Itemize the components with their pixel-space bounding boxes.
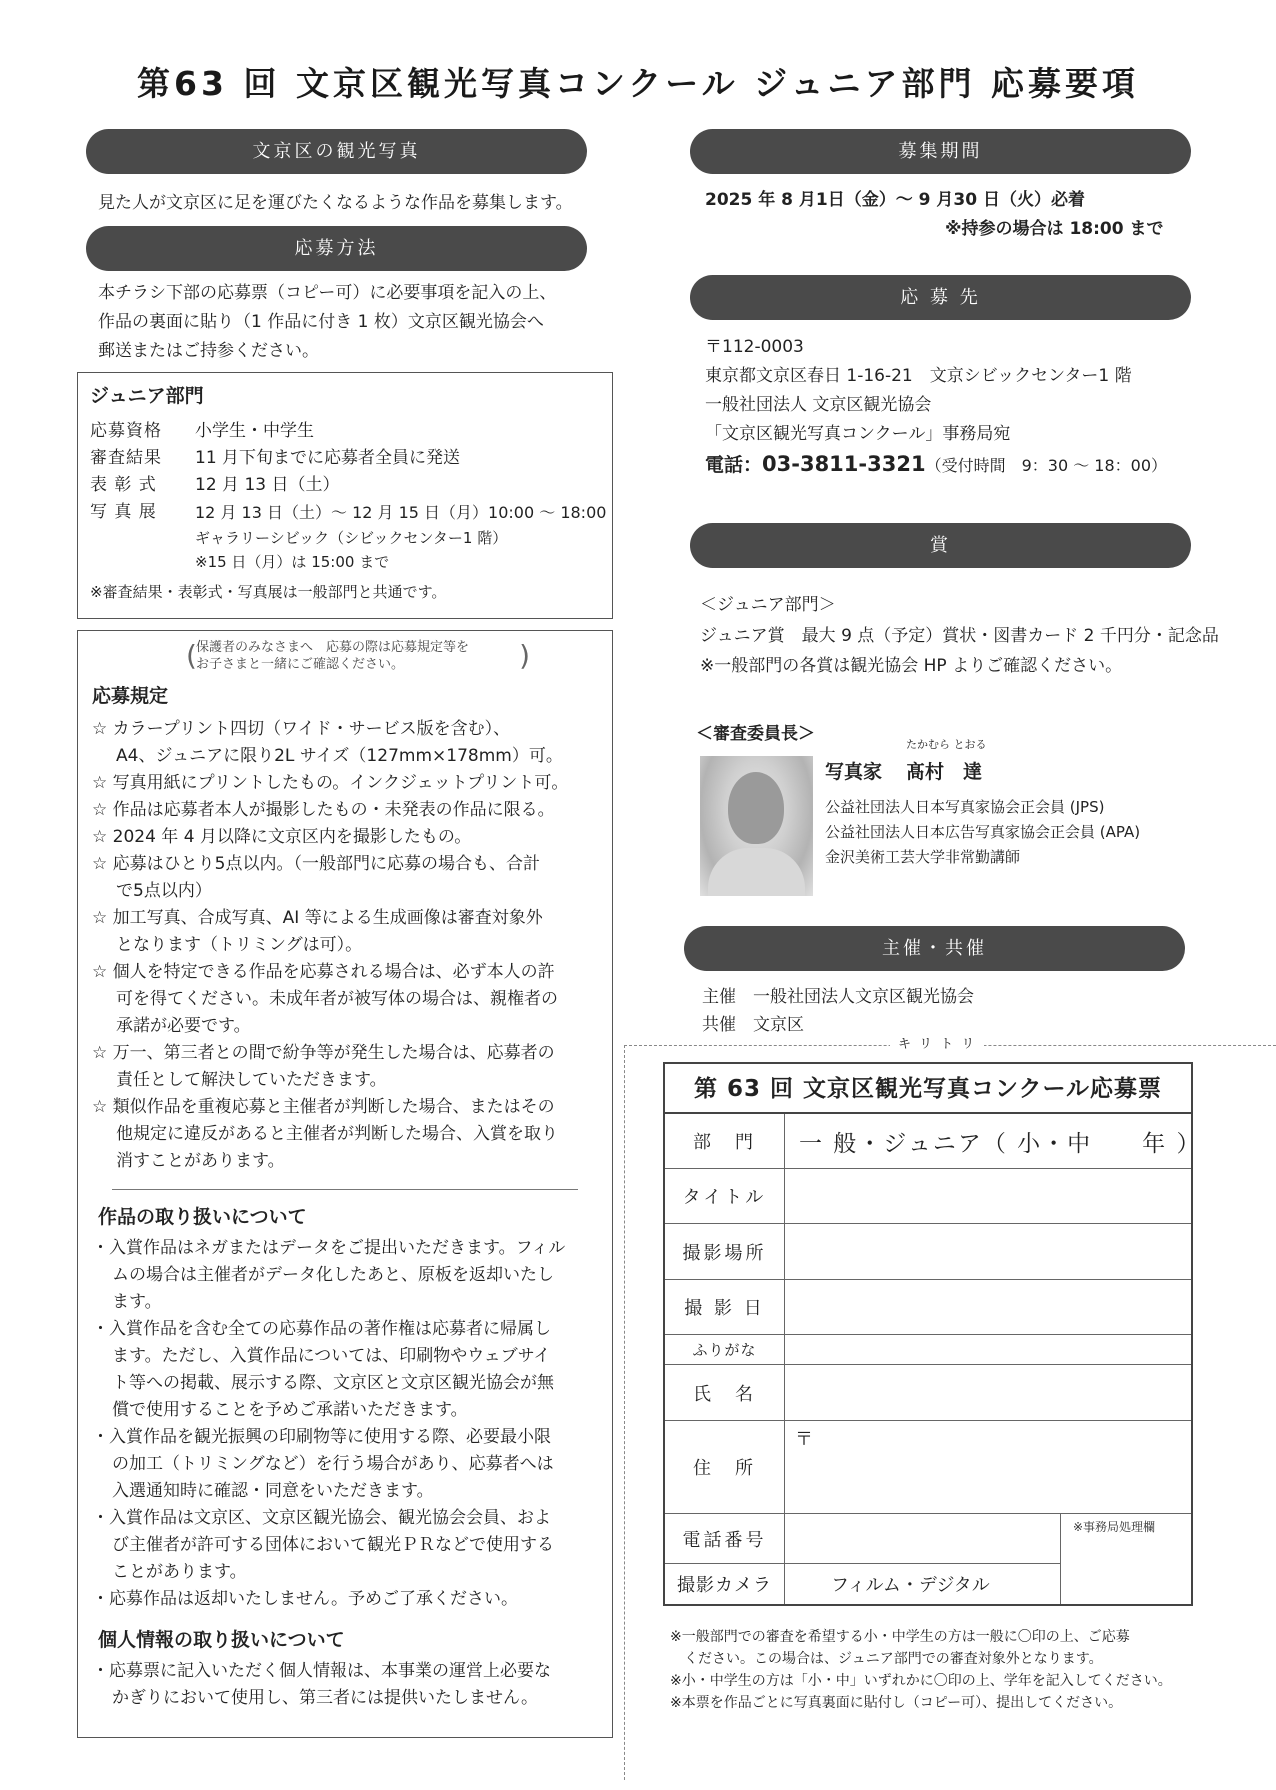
cohost-line: 共催 文京区 [702,1015,804,1035]
footnote: ※本票を作品ごとに写真裏面に貼付し（コピー可）、提出してください。 [670,1695,1123,1711]
handling-item: 入選通知時に確認・同意をいただきます。 [112,1481,434,1501]
form-row-dept [665,1114,1202,1169]
rules-box [77,630,613,1738]
gallery-name: ギャラリーシビック（シビックセンター1 階） [195,529,508,547]
privacy-item: ・応募票に記入いただく個人情報は、本事業の運営上必要な [92,1661,551,1681]
dest-line: 〒112-0003 [705,337,804,357]
rule-item: ☆ 加工写真、合成写真、AI 等による生成画像は審査対象外 [92,908,543,928]
phone-label: 電話番号 [665,1514,785,1563]
handling-item: ます。ただし、入賞作品については、印刷物やウェブサイ [112,1346,551,1366]
handling-title: 作品の取り扱いについて [98,1206,307,1228]
rules-list [92,716,598,1175]
junior-box [77,372,613,619]
rule-item: 消すことがあります。 [116,1151,285,1171]
handling-item: ます。 [112,1292,162,1312]
form-row-date [665,1280,1191,1335]
footnote: ※一般部門での審査を希望する小・中学生の方は一般に〇印の上、ご応募 [670,1629,1130,1645]
organizer-header: 主催・共催 [684,926,1185,971]
form-title: 第 63 回 文京区観光写真コンクール応募票 [665,1064,1191,1114]
rules-title: 応募規定 [92,685,169,707]
rule-item: 承諾が必要です。 [116,1016,251,1036]
method-line: 本チラシ下部の応募票（コピー可）に必要事項を記入の上、 [98,283,557,303]
rule-item: A4、ジュニアに限り2L サイズ（127mm×178mm）可。 [116,746,563,766]
phone-line: 電話：03-3811-3321（受付時間 9：30 ～ 18：00） [705,452,1168,476]
method-header: 応募方法 [86,226,587,271]
prize-note: ※一般部門の各賞は観光協会 HP よりご確認ください。 [700,656,1123,676]
dest-line: 東京都文京区春日 1-16-21 文京シビックセンター1 階 [705,366,1132,386]
judge-photo [700,756,813,896]
rule-item: 他規定に違反があると主催者が判断した場合、入賞を取り [116,1124,558,1144]
junior-row: 写 真 展 12 月 13 日（土）～ 12 月 15 日（月）10:00 ～ 18:00 [90,502,607,522]
title-field[interactable] [785,1169,1191,1223]
cut-label: キ リ ト リ [890,1036,984,1054]
divider [112,1189,578,1190]
rule-item: ☆ 2024 年 4 月以降に文京区内を撮影したもの。 [92,827,472,847]
furigana-label: ふりがな [665,1335,785,1364]
junior-note: ※審査結果・表彰式・写真展は一般部門と共通です。 [90,583,447,601]
place-label: 撮影場所 [665,1224,785,1279]
postal-mark: 〒 [795,1429,813,1450]
destination-header: 応 募 先 [690,275,1191,320]
address-label: 住 所 [665,1421,785,1513]
organizer-line: 主催 一般社団法人文京区観光協会 [702,987,974,1007]
address-field[interactable] [785,1421,1191,1513]
rule-item: ☆ 写真用紙にプリントしたもの。インクジェットプリント可。 [92,773,569,793]
form-row-place [665,1224,1191,1280]
handling-item: 償で使用することを予めご承諾いただきます。 [112,1400,468,1420]
form-row-name [665,1365,1191,1421]
place-field[interactable] [785,1224,1191,1279]
rule-item: ☆ 作品は応募者本人が撮影したもの・未発表の作品に限る。 [92,800,555,820]
date-label: 撮 影 日 [665,1280,785,1334]
judge-header: ＜審査委員長＞ [696,724,815,744]
period-header: 募集期間 [690,129,1191,174]
judge-credit: 公益社団法人日本広告写真家協会正会員 (APA) [825,823,1141,841]
form-row-title [665,1169,1191,1224]
judge-ruby: たかむら とおる [906,738,987,751]
rule-item: 可を得てください。未成年者が被写体の場合は、親権者の [116,989,558,1009]
privacy-title: 個人情報の取り扱いについて [98,1629,345,1651]
rule-item: ☆ 万一、第三者との間で紛争等が発生した場合は、応募者の [92,1043,555,1063]
junior-row: 表 彰 式 12 月 13 日（土） [90,475,340,495]
method-line: 作品の裏面に貼り（1 作品に付き 1 枚）文京区観光協会へ [98,312,544,332]
dest-line: 一般社団法人 文京区観光協会 [705,395,932,415]
form-bottom [665,1514,1191,1604]
rule-item: で5点以内） [116,881,212,901]
rule-item: ☆ 類似作品を重複応募と主催者が判断した場合、またはその [92,1097,555,1117]
date-field[interactable] [785,1280,1191,1334]
camera-label: 撮影カメラ [665,1564,785,1604]
privacy-item: かぎりにおいて使用し、第三者には提供いたしません。 [112,1688,539,1708]
handling-item: ・入賞作品は文京区、文京区観光協会、観光協会会員、およ [92,1508,551,1528]
dept-label: 部 門 [665,1114,785,1168]
judge-role: 写真家 [825,761,883,783]
cut-line-vertical [624,1045,625,1780]
footnote: ください。この場合は、ジュニア部門での審査対象外となります。 [670,1651,1103,1667]
handling-item: ・入賞作品はネガまたはデータをご提出いただきます。フィル [92,1238,566,1258]
prize-text: ジュニア賞 最大 9 点（予定）賞状・図書カード 2 千円分・記念品 [700,626,1219,646]
period-text: 2025 年 8 月1日（金）～ 9 月30 日（火）必着 [705,190,1085,210]
judge-credit: 金沢美術工芸大学非常勤講師 [825,848,1021,866]
rule-item: ☆ 応募はひとり5点以内。（一般部門に応募の場合も、合計 [92,854,540,874]
junior-row: 審査結果 11 月下旬までに応募者全員に発送 [90,448,461,468]
name-field[interactable] [785,1365,1191,1420]
handling-item: ムの場合は主催者がデータ化したあと、原板を返却いたし [112,1265,554,1285]
method-line: 郵送またはご持参ください。 [98,341,319,361]
prize-sub: ＜ジュニア部門＞ [700,595,836,615]
form-row-address [665,1421,1191,1514]
rule-item: 責任として解決していただきます。 [116,1070,387,1090]
handling-item: ことがあります。 [112,1562,247,1582]
dest-line: 「文京区観光写真コンクール」事務局宛 [705,424,1011,444]
footnote: ※小・中学生の方は「小・中」いずれかに〇印の上、学年を記入してください。 [670,1673,1172,1689]
junior-row: 応募資格 小学生・中学生 [90,421,314,441]
form-row-furigana [665,1335,1191,1365]
theme-text: 見た人が文京区に足を運びたくなるような作品を募集します。 [98,193,573,213]
dept-field[interactable]: 一 般・ジュニア（ 小・中 年 ） [799,1130,1202,1157]
form-row-camera [665,1564,1060,1604]
form-row-phone [665,1514,1060,1564]
office-use-note: ※事務局処理欄 [1073,1520,1156,1534]
gallery-note: ※15 日（月）は 15:00 まで [195,553,390,571]
entry-form [663,1062,1202,1606]
title-label: タイトル [665,1169,785,1223]
handling-item: ・入賞作品を観光振興の印刷物等に使用する際、必要最小限 [92,1427,551,1447]
handling-item: ・応募作品は返却いたしません。予めご了承ください。 [92,1589,519,1609]
phone-field[interactable] [785,1514,1060,1563]
junior-box-title: ジュニア部門 [90,385,204,407]
handling-item: び主催者が許可する団体において観光ＰＲなどで使用する [112,1535,554,1555]
rule-item: ☆ 個人を特定できる作品を応募される場合は、必ず本人の許 [92,962,555,982]
handling-item: ト等への掲載、展示する際、文京区と文京区観光協会が無 [112,1373,554,1393]
rule-item: ☆ カラープリント四切（ワイド・サービス版を含む）、 [92,719,511,739]
name-label: 氏 名 [665,1365,785,1420]
camera-field[interactable]: フィルム・デジタル [831,1575,990,1596]
phone-number: 03-3811-3321 [762,452,926,476]
judge-name: 髙村 達 [906,761,983,783]
rule-item: となります（トリミングは可）。 [116,935,363,955]
furigana-field[interactable] [785,1335,1191,1364]
period-note: ※持参の場合は 18:00 まで [945,219,1164,239]
judge-credit: 公益社団法人日本写真家協会正会員 (JPS) [825,798,1105,816]
prize-header: 賞 [690,523,1191,568]
handling-item: の加工（トリミングなど）を行う場合があり、応募者へは [112,1454,554,1474]
handling-item: ・入賞作品を含む全ての応募作品の著作権は応募者に帰属し [92,1319,551,1339]
page-title: 第63 回 文京区観光写真コンクール ジュニア部門 応募要項 [137,64,1139,103]
parent-note: ( 保護者のみなさまへ 応募の際は応募規定等を お子さまと一緒にご確認ください。 ) [186,639,530,672]
theme-header: 文京区の観光写真 [86,129,587,174]
